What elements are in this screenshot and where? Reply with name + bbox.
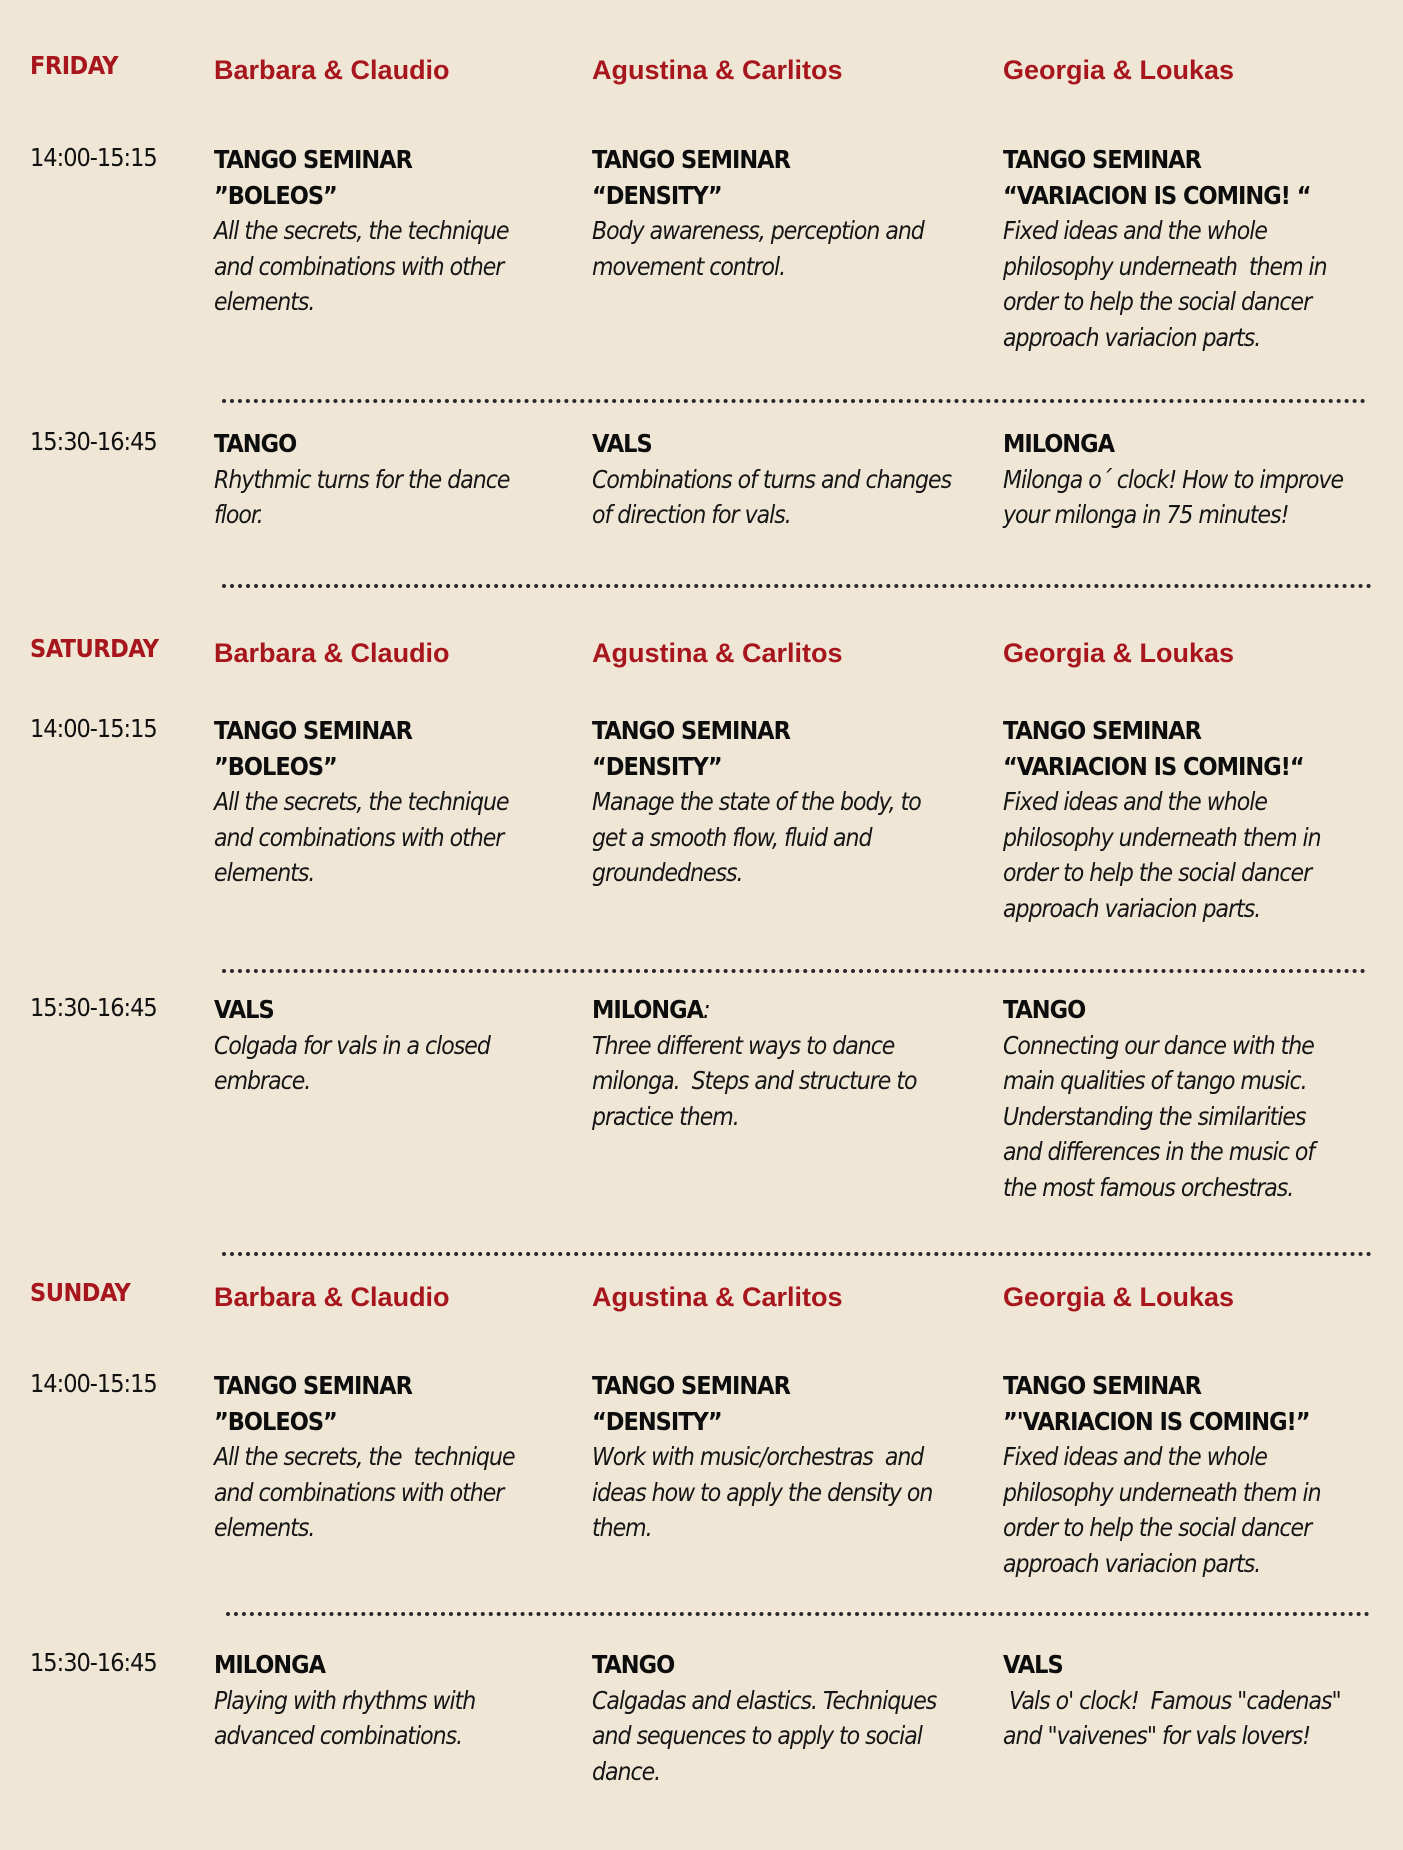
teacher-heading: Barbara & Claudio — [214, 638, 450, 668]
dotted-separator — [226, 1612, 1370, 1616]
session-title: MILONGA — [1003, 429, 1114, 458]
session-title: TANGO SEMINAR “VARIACION IS COMING!“ — [1003, 716, 1304, 781]
session-description: Three different ways to dance milonga. Steps and structure to practice them. — [592, 1030, 917, 1131]
session-title: TANGO — [592, 1650, 675, 1679]
session-description: All the secrets, the technique and combinations with other elements. — [214, 216, 509, 316]
session-title: TANGO SEMINAR ”'VARIACION IS COMING!” — [1003, 1371, 1310, 1436]
session-cell — [1003, 426, 1393, 533]
session-description: Rhythmic turns for the dance floor. — [214, 464, 510, 529]
session-title: TANGO SEMINAR ”BOLEOS” — [214, 145, 412, 210]
session-title — [592, 992, 982, 1028]
session-cell — [1003, 713, 1393, 926]
session-description: Fixed ideas and the whole philosophy underneath them in order to help the social dancer approach variacion parts. — [1003, 1442, 1321, 1578]
session-title: TANGO SEMINAR “VARIACION IS COMING! “ — [1003, 145, 1311, 210]
teacher-heading: Agustina & Carlitos — [592, 638, 843, 668]
session-description: Manage the state of the body, to get a smooth flow, fluid and groundedness. — [592, 787, 921, 887]
session-title: TANGO SEMINAR “DENSITY” — [592, 1371, 790, 1436]
time-slot: 14:00-15:15 — [30, 714, 157, 743]
time-slot: 15:30-16:45 — [30, 993, 157, 1022]
session-description: All the secrets, the technique and combinations with other elements. — [214, 1442, 515, 1542]
session-cell — [214, 142, 604, 320]
session-title: VALS — [592, 429, 652, 458]
time-slot: 15:30-16:45 — [30, 1648, 157, 1677]
session-cell — [592, 1647, 982, 1789]
session-description: Fixed ideas and the whole philosophy underneath them in order to help the social dancer approach variacion parts. — [1003, 787, 1321, 923]
session-cell — [1003, 142, 1393, 355]
dotted-separator — [222, 1252, 1372, 1256]
session-cell — [592, 426, 982, 533]
day-heading-sunday: SUNDAY — [30, 1278, 131, 1307]
session-description: All the secrets, the technique and combinations with other elements. — [214, 787, 509, 887]
session-description: Fixed ideas and the whole philosophy underneath them in order to help the social dancer approach variacion parts. — [1003, 216, 1327, 352]
teacher-heading: Georgia & Loukas — [1003, 638, 1235, 668]
teacher-heading: Agustina & Carlitos — [592, 1282, 843, 1312]
teacher-heading: Georgia & Loukas — [1003, 55, 1235, 85]
session-cell — [214, 426, 604, 533]
session-title: TANGO SEMINAR “DENSITY” — [592, 145, 790, 210]
time-slot: 15:30-16:45 — [30, 427, 157, 456]
time-slot: 14:00-15:15 — [30, 1369, 157, 1398]
session-cell — [1003, 1368, 1393, 1581]
session-description: Milonga o´ clock! How to improve your milonga in 75 minutes! — [1003, 464, 1344, 529]
session-title: TANGO SEMINAR ”BOLEOS” — [214, 716, 412, 781]
session-description: Combinations of turns and changes of direction for vals. — [592, 464, 952, 529]
teacher-heading: Georgia & Loukas — [1003, 1282, 1235, 1312]
session-title: TANGO SEMINAR ”BOLEOS” — [214, 1371, 412, 1436]
session-title: VALS — [214, 995, 274, 1024]
session-description: Playing with rhythms with advanced combinations. — [214, 1685, 476, 1750]
session-cell — [214, 1368, 604, 1546]
session-cell — [592, 992, 982, 1134]
session-cell — [592, 1368, 982, 1546]
session-cell — [214, 992, 604, 1099]
teacher-heading: Barbara & Claudio — [214, 1282, 450, 1312]
dotted-separator — [222, 969, 1366, 973]
session-description: Vals o' clock! Famous "cadenas" and "vaivenes" for vals lovers! — [1003, 1685, 1341, 1750]
session-cell — [214, 1647, 604, 1754]
session-description: Colgada for vals in a closed embrace. — [214, 1030, 490, 1095]
teacher-heading: Barbara & Claudio — [214, 55, 450, 85]
session-cell — [214, 713, 604, 891]
session-cell — [1003, 1647, 1393, 1754]
session-cell — [592, 713, 982, 891]
session-title-text: MILONGA — [592, 995, 703, 1024]
day-heading-saturday: SATURDAY — [30, 634, 159, 663]
time-slot: 14:00-15:15 — [30, 143, 157, 172]
session-title: VALS — [1003, 1650, 1063, 1679]
session-title-suffix: : — [703, 995, 710, 1024]
dotted-separator — [222, 584, 1372, 588]
session-cell — [592, 142, 982, 284]
session-cell — [1003, 992, 1393, 1205]
session-title: TANGO SEMINAR “DENSITY” — [592, 716, 790, 781]
session-title: TANGO — [1003, 995, 1086, 1024]
session-description: Work with music/orchestras and ideas how to apply the density on them. — [592, 1442, 933, 1542]
session-title: MILONGA — [214, 1650, 325, 1679]
session-description: Body awareness, perception and movement control. — [592, 216, 924, 281]
session-description: Connecting our dance with the main qualities of tango music. Understanding the similarities and differences in the music of the most famous orchestras. — [1003, 1030, 1315, 1202]
dotted-separator — [222, 399, 1366, 403]
day-heading-friday: FRIDAY — [30, 51, 119, 80]
session-title: TANGO — [214, 429, 297, 458]
session-description: Calgadas and elastics. Techniques and sequences to apply to social dance. — [592, 1685, 937, 1786]
teacher-heading: Agustina & Carlitos — [592, 55, 843, 85]
